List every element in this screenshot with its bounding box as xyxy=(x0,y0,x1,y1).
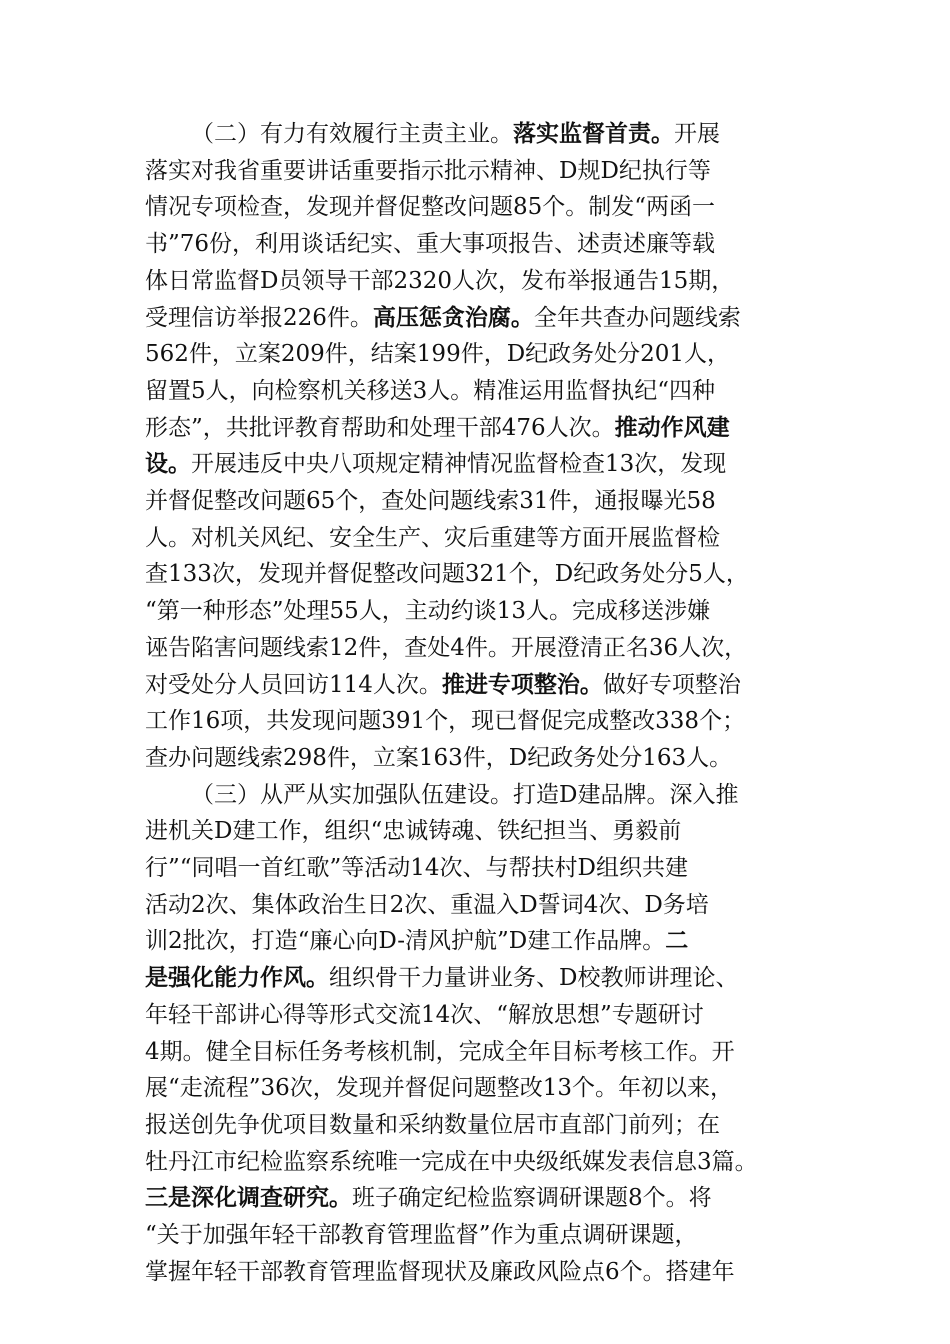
text-segment: 活动2次、集体政治生日2次、重温入D誓词4次、D务培 xyxy=(145,891,709,918)
text-line xyxy=(145,1180,805,1217)
text-segment: 形态”，共批评教育帮助和处理干部476人次。 xyxy=(145,414,615,441)
text-segment: 人。对机关风纪、安全生产、灾后重建等方面开展监督检 xyxy=(145,524,720,551)
text-segment: 做好专项整治 xyxy=(602,671,741,698)
bold-phrase: 是强化能力作风。 xyxy=(145,965,329,992)
text-segment: 对受处分人员回访114人次。 xyxy=(145,671,442,698)
text-line xyxy=(145,226,805,263)
text-line xyxy=(145,740,805,777)
text-line xyxy=(145,813,805,850)
text-line xyxy=(145,777,805,814)
bold-phrase: 三是深化调查研究。 xyxy=(145,1185,352,1212)
text-line xyxy=(145,1217,805,1254)
bold-phrase: 设。 xyxy=(145,451,191,478)
text-line xyxy=(145,520,805,557)
section-heading: （二）有力有效履行主责主业。 xyxy=(191,121,513,147)
text-line xyxy=(145,1070,805,1107)
bold-phrase: 高压惩贪治腐。 xyxy=(372,304,534,331)
text-line xyxy=(145,1107,805,1144)
section-heading: （三）从严从实加强队伍建设。打造D建品牌。深入推 xyxy=(191,781,739,808)
document-body xyxy=(145,116,805,1291)
text-line xyxy=(145,410,805,447)
text-line xyxy=(145,1144,805,1181)
text-line xyxy=(145,153,805,190)
text-segment: 开展违反中央八项规定精神情况监督检查13次，发现 xyxy=(191,451,727,478)
text-segment: 报送创先争优项目数量和采纳数量位居市直部门前列；在 xyxy=(145,1111,720,1138)
text-line xyxy=(145,1034,805,1071)
text-line xyxy=(145,960,805,997)
text-line xyxy=(145,373,805,410)
text-segment: 行”“同唱一首红歌”等活动14次、与帮扶村D组织共建 xyxy=(145,855,688,882)
text-line xyxy=(145,189,805,226)
text-segment: “第一种形态”处理55人，主动约谈13人。完成移送涉嫌 xyxy=(145,598,711,625)
text-segment: 查133次，发现并督促整改问题321个，D纪政务处分5人， xyxy=(145,561,749,588)
text-segment: 情况专项检查，发现并督促整改问题85个。制发“两函一 xyxy=(145,194,716,221)
text-segment: 查办问题线索298件，立案163件，D纪政务处分163人。 xyxy=(145,744,733,771)
text-segment: 留置5人，向检察机关移送3人。精准运用监督执纪“四种 xyxy=(145,377,716,404)
text-line xyxy=(145,593,805,630)
text-segment: 诬告陷害问题线索12件，查处4件。开展澄清正名36人次， xyxy=(145,634,748,661)
text-line xyxy=(145,703,805,740)
text-line xyxy=(145,850,805,887)
text-segment: 落实对我省重要讲话重要指示批示精神、D规D纪执行等 xyxy=(145,157,711,184)
bold-phrase: 推动作风建 xyxy=(614,414,730,441)
text-segment: 562件，立案209件，结案199件，D纪政务处分201人， xyxy=(145,341,731,368)
bold-phrase: 推进专项整治。 xyxy=(441,671,603,698)
text-segment: 工作16项，共发现问题391个，现已督促完成整改338个； xyxy=(145,708,746,735)
text-line xyxy=(145,923,805,960)
text-segment: 训2批次，打造“廉心向D-清风护航”D建工作品牌。 xyxy=(145,928,666,955)
text-line xyxy=(145,1254,805,1291)
text-segment: 并督促整改问题65个，查处问题线索31件，通报曝光58 xyxy=(145,488,716,515)
text-line xyxy=(145,116,805,153)
text-line xyxy=(145,446,805,483)
text-segment: 书”76份，利用谈话纪实、重大事项报告、述责述廉等载 xyxy=(145,231,716,258)
bold-phrase: 二 xyxy=(665,928,689,955)
text-segment: 全年共查办问题线索 xyxy=(533,304,741,331)
text-segment: 展“走流程”36次，发现并督促问题整改13个。年初以来， xyxy=(145,1075,734,1102)
text-segment: 牡丹江市纪检监察系统唯一完成在中央级纸媒发表信息3篇。 xyxy=(145,1148,758,1175)
text-segment: 年轻干部讲心得等形式交流14次、“解放思想”专题研讨 xyxy=(145,1001,704,1028)
text-segment: “关于加强年轻干部教育管理监督”作为重点调研课题， xyxy=(145,1222,698,1249)
text-line xyxy=(145,556,805,593)
text-line xyxy=(145,336,805,373)
text-line xyxy=(145,300,805,337)
text-line xyxy=(145,667,805,704)
text-segment: 掌握年轻干部教育管理监督现状及廉政风险点6个。搭建年 xyxy=(145,1258,735,1285)
text-line xyxy=(145,887,805,924)
text-segment: 4期。健全目标任务考核机制，完成全年目标考核工作。开 xyxy=(145,1038,735,1065)
bold-phrase: 落实监督首责。 xyxy=(513,121,674,147)
text-line xyxy=(145,630,805,667)
text-segment: 体日常监督D员领导干部2320人次，发布举报通告15期， xyxy=(145,267,735,294)
text-segment: 组织骨干力量讲业务、D校教师讲理论、 xyxy=(329,965,739,992)
text-segment: 受理信访举报226件。 xyxy=(145,304,373,331)
text-segment: 进机关D建工作，组织“忠诚铸魂、铁纪担当、勇毅前 xyxy=(145,818,682,845)
paragraph-p2 xyxy=(145,777,805,1291)
text-line xyxy=(145,483,805,520)
text-segment: 开展 xyxy=(674,121,720,147)
text-line xyxy=(145,997,805,1034)
paragraph-p1 xyxy=(145,116,805,777)
text-segment: 班子确定纪检监察调研课题8个。将 xyxy=(352,1185,712,1212)
text-line xyxy=(145,263,805,300)
